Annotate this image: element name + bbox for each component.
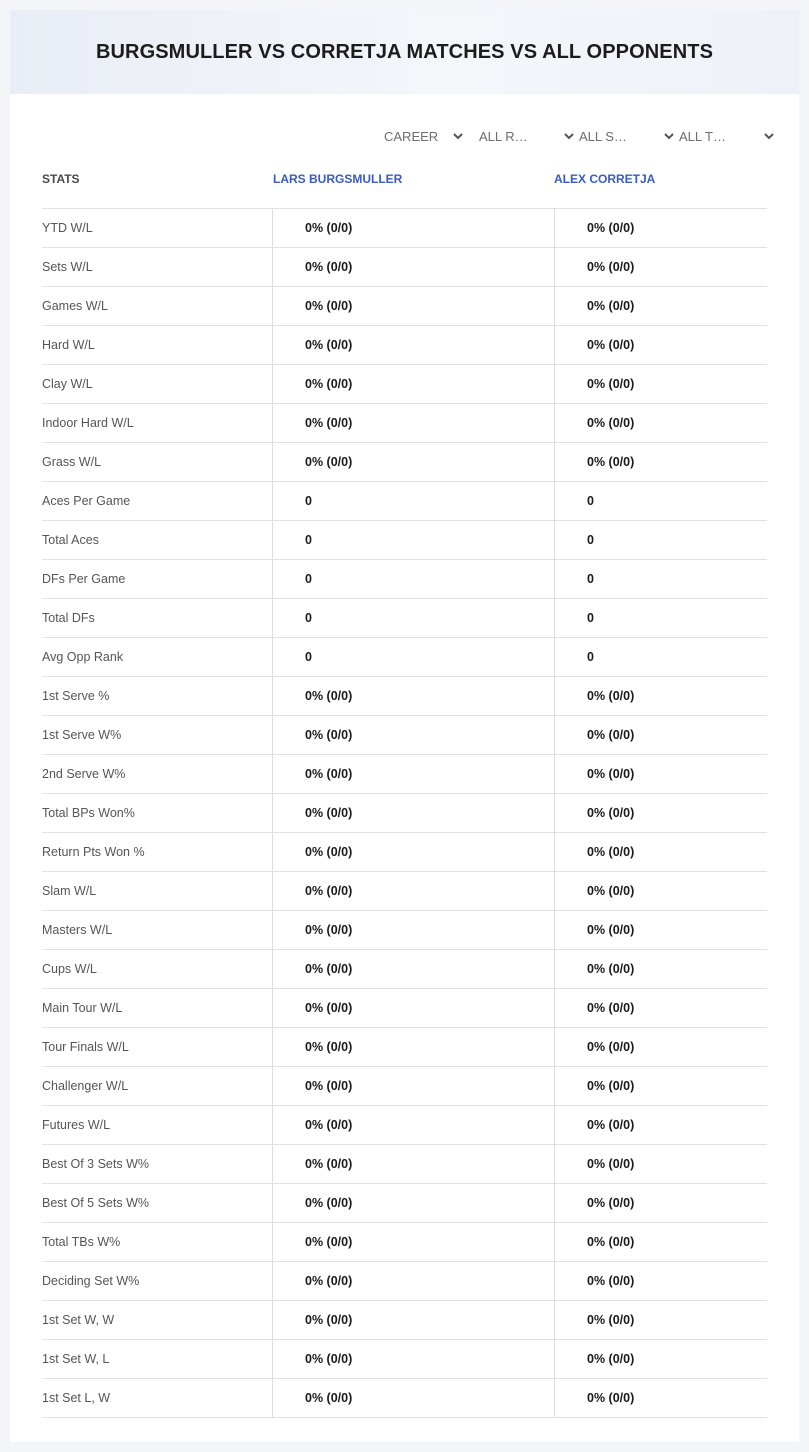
chevron-down-icon bbox=[763, 130, 775, 142]
stat-name: Grass W/L bbox=[42, 455, 102, 469]
player2-stat-value: 0% (0/0) bbox=[554, 326, 767, 364]
stat-name: Total DFs bbox=[42, 611, 95, 625]
stat-name: DFs Per Game bbox=[42, 572, 126, 586]
stat-name: Futures W/L bbox=[42, 1118, 111, 1132]
player2-stat-value: 0% (0/0) bbox=[554, 911, 767, 949]
player2-stat-value: 0% (0/0) bbox=[554, 1301, 767, 1339]
player2-stat-value: 0 bbox=[554, 599, 767, 637]
table-row bbox=[42, 365, 767, 404]
chevron-down-icon bbox=[452, 130, 464, 142]
stat-name: Aces Per Game bbox=[42, 494, 131, 508]
table-row bbox=[42, 1301, 767, 1340]
table-row bbox=[42, 209, 767, 248]
player2-stat-value: 0% (0/0) bbox=[554, 404, 767, 442]
player2-stat-value: 0% (0/0) bbox=[554, 443, 767, 481]
player1-stat-value: 0% (0/0) bbox=[272, 1028, 554, 1066]
player1-stat-value: 0 bbox=[272, 560, 554, 598]
player2-stat-value: 0% (0/0) bbox=[554, 287, 767, 325]
table-row bbox=[42, 482, 767, 521]
chevron-down-icon bbox=[663, 130, 675, 142]
player1-stat-value: 0% (0/0) bbox=[272, 989, 554, 1027]
player2-stat-value: 0% (0/0) bbox=[554, 365, 767, 403]
filter-label: ALL S… bbox=[579, 128, 627, 144]
stat-name: 2nd Serve W% bbox=[42, 767, 126, 781]
table-row bbox=[42, 1106, 767, 1145]
stats-card bbox=[10, 10, 799, 1442]
player2-stat-value: 0 bbox=[554, 521, 767, 559]
stat-name: Avg Opp Rank bbox=[42, 650, 124, 664]
player1-link[interactable]: LARS BURGSMULLER bbox=[273, 172, 403, 186]
filter-tournament-select[interactable] bbox=[679, 126, 775, 146]
stat-name: Cups W/L bbox=[42, 962, 97, 976]
table-row bbox=[42, 1184, 767, 1223]
table-row bbox=[42, 560, 767, 599]
player1-stat-value: 0% (0/0) bbox=[272, 1301, 554, 1339]
player2-stat-value: 0% (0/0) bbox=[554, 1223, 767, 1261]
player1-stat-value: 0% (0/0) bbox=[272, 950, 554, 988]
table-row bbox=[42, 1223, 767, 1262]
stat-name: Total TBs W% bbox=[42, 1235, 121, 1249]
stat-name: Hard W/L bbox=[42, 338, 95, 352]
player2-stat-value: 0% (0/0) bbox=[554, 833, 767, 871]
table-row bbox=[42, 833, 767, 872]
player2-stat-value: 0 bbox=[554, 638, 767, 676]
player2-stat-value: 0% (0/0) bbox=[554, 1106, 767, 1144]
table-row bbox=[42, 638, 767, 677]
stat-name: Best Of 3 Sets W% bbox=[42, 1157, 149, 1171]
stat-name: Best Of 5 Sets W% bbox=[42, 1196, 149, 1210]
table-row bbox=[42, 872, 767, 911]
stat-name: 1st Serve W% bbox=[42, 728, 122, 742]
table-row bbox=[42, 716, 767, 755]
player2-stat-value: 0% (0/0) bbox=[554, 950, 767, 988]
player2-stat-value: 0% (0/0) bbox=[554, 209, 767, 247]
player2-stat-value: 0% (0/0) bbox=[554, 248, 767, 286]
player1-stat-value: 0% (0/0) bbox=[272, 365, 554, 403]
stat-name: Deciding Set W% bbox=[42, 1274, 140, 1288]
stat-name: Challenger W/L bbox=[42, 1079, 129, 1093]
player1-stat-value: 0% (0/0) bbox=[272, 677, 554, 715]
player1-stat-value: 0% (0/0) bbox=[272, 248, 554, 286]
stat-name: Total Aces bbox=[42, 533, 99, 547]
stats-table bbox=[42, 208, 767, 1418]
player1-stat-value: 0 bbox=[272, 521, 554, 559]
table-row bbox=[42, 1067, 767, 1106]
stat-name: Main Tour W/L bbox=[42, 1001, 123, 1015]
stat-name: Masters W/L bbox=[42, 923, 113, 937]
player2-stat-value: 0% (0/0) bbox=[554, 755, 767, 793]
stat-name: Clay W/L bbox=[42, 377, 93, 391]
player1-stat-value: 0% (0/0) bbox=[272, 1106, 554, 1144]
stat-name: 1st Serve % bbox=[42, 689, 110, 703]
page-header bbox=[10, 10, 799, 94]
player2-stat-value: 0 bbox=[554, 560, 767, 598]
player1-stat-value: 0% (0/0) bbox=[272, 755, 554, 793]
filter-round-select[interactable] bbox=[479, 126, 575, 146]
filter-surface-select[interactable] bbox=[579, 126, 675, 146]
stat-name: 1st Set L, W bbox=[42, 1391, 111, 1405]
table-row bbox=[42, 989, 767, 1028]
player2-stat-value: 0% (0/0) bbox=[554, 1184, 767, 1222]
player1-stat-value: 0% (0/0) bbox=[272, 209, 554, 247]
player2-stat-value: 0% (0/0) bbox=[554, 1262, 767, 1300]
stats-column-header: STATS bbox=[42, 172, 80, 186]
player1-stat-value: 0 bbox=[272, 482, 554, 520]
player1-stat-value: 0% (0/0) bbox=[272, 443, 554, 481]
table-row bbox=[42, 677, 767, 716]
stat-name: 1st Set W, L bbox=[42, 1352, 110, 1366]
player1-stat-value: 0% (0/0) bbox=[272, 794, 554, 832]
player1-stat-value: 0% (0/0) bbox=[272, 1379, 554, 1417]
table-row bbox=[42, 404, 767, 443]
stat-name: Tour Finals W/L bbox=[42, 1040, 129, 1054]
player2-stat-value: 0% (0/0) bbox=[554, 1379, 767, 1417]
player1-stat-value: 0% (0/0) bbox=[272, 911, 554, 949]
player1-stat-value: 0% (0/0) bbox=[272, 1145, 554, 1183]
table-row bbox=[42, 1379, 767, 1418]
player2-link[interactable]: ALEX CORRETJA bbox=[554, 172, 656, 186]
table-row bbox=[42, 755, 767, 794]
player1-stat-value: 0% (0/0) bbox=[272, 1340, 554, 1378]
table-row bbox=[42, 521, 767, 560]
player1-stat-value: 0% (0/0) bbox=[272, 872, 554, 910]
table-row bbox=[42, 1028, 767, 1067]
table-row bbox=[42, 1145, 767, 1184]
player2-stat-value: 0% (0/0) bbox=[554, 794, 767, 832]
table-header bbox=[42, 170, 767, 208]
stat-name: Sets W/L bbox=[42, 260, 93, 274]
player1-stat-value: 0% (0/0) bbox=[272, 716, 554, 754]
player1-stat-value: 0% (0/0) bbox=[272, 326, 554, 364]
player1-stat-value: 0% (0/0) bbox=[272, 287, 554, 325]
table-row bbox=[42, 794, 767, 833]
player1-stat-value: 0% (0/0) bbox=[272, 404, 554, 442]
chevron-down-icon bbox=[563, 130, 575, 142]
table-row bbox=[42, 599, 767, 638]
table-row bbox=[42, 950, 767, 989]
stat-name: Slam W/L bbox=[42, 884, 97, 898]
player1-stat-value: 0% (0/0) bbox=[272, 1067, 554, 1105]
player2-stat-value: 0% (0/0) bbox=[554, 1340, 767, 1378]
filter-label: CAREER bbox=[384, 128, 439, 144]
player1-stat-value: 0% (0/0) bbox=[272, 1184, 554, 1222]
player2-stat-value: 0% (0/0) bbox=[554, 1067, 767, 1105]
table-row bbox=[42, 248, 767, 287]
table-row bbox=[42, 911, 767, 950]
table-row bbox=[42, 1340, 767, 1379]
player1-stat-value: 0% (0/0) bbox=[272, 833, 554, 871]
table-row bbox=[42, 1262, 767, 1301]
stat-name: Total BPs Won% bbox=[42, 806, 135, 820]
filter-career-select[interactable] bbox=[384, 126, 464, 146]
stat-name: Games W/L bbox=[42, 299, 108, 313]
stat-name: 1st Set W, W bbox=[42, 1313, 115, 1327]
player2-stat-value: 0% (0/0) bbox=[554, 989, 767, 1027]
player1-stat-value: 0% (0/0) bbox=[272, 1262, 554, 1300]
player2-stat-value: 0% (0/0) bbox=[554, 1028, 767, 1066]
player2-stat-value: 0% (0/0) bbox=[554, 1145, 767, 1183]
player1-stat-value: 0% (0/0) bbox=[272, 1223, 554, 1261]
player2-stat-value: 0% (0/0) bbox=[554, 677, 767, 715]
player1-stat-value: 0 bbox=[272, 599, 554, 637]
filter-label: ALL R… bbox=[479, 128, 528, 144]
filter-label: ALL T… bbox=[679, 128, 726, 144]
player2-stat-value: 0% (0/0) bbox=[554, 716, 767, 754]
stat-name: YTD W/L bbox=[42, 221, 93, 235]
table-row bbox=[42, 326, 767, 365]
player1-stat-value: 0 bbox=[272, 638, 554, 676]
table-row bbox=[42, 287, 767, 326]
page-title: BURGSMULLER VS CORRETJA MATCHES VS ALL OPPONENTS bbox=[95, 40, 714, 63]
player2-stat-value: 0 bbox=[554, 482, 767, 520]
player2-stat-value: 0% (0/0) bbox=[554, 872, 767, 910]
table-row bbox=[42, 443, 767, 482]
stat-name: Indoor Hard W/L bbox=[42, 416, 134, 430]
stat-name: Return Pts Won % bbox=[42, 845, 145, 859]
